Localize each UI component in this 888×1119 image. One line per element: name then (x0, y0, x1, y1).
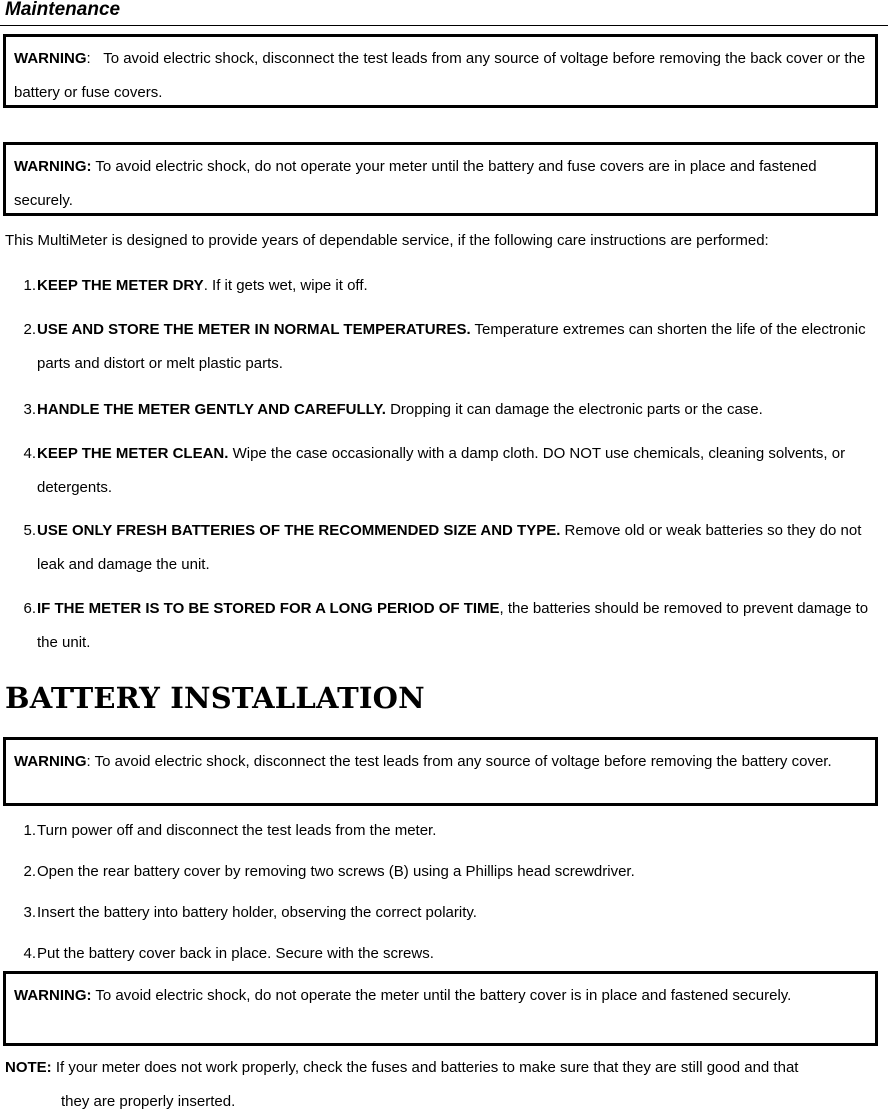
item-text: . If it gets wet, wipe it off. (203, 277, 368, 294)
warning-text: : To avoid electric shock, disconnect the test leads from any source of voltage before removing the battery cover. (86, 753, 832, 770)
item-heading: KEEP THE METER DRY (37, 277, 204, 294)
item-number: 2. (23, 321, 36, 338)
warning-label: WARNING (14, 50, 87, 67)
item-heading: USE AND STORE THE METER IN NORMAL TEMPERATURES. (37, 321, 471, 338)
step-number: 2. (23, 863, 36, 880)
item-number: 6. (23, 600, 36, 617)
step-text: Open the rear battery cover by removing two screws (B) using a Phillips head screwdriver. (37, 863, 635, 880)
item-heading: HANDLE THE METER GENTLY AND CAREFULLY. (37, 401, 386, 418)
step-text: Insert the battery into battery holder, observing the correct polarity. (37, 904, 477, 921)
item-text: Dropping it can damage the electronic parts or the case. (385, 401, 763, 418)
warning-box-operate (3, 142, 878, 216)
item-heading: USE ONLY FRESH BATTERIES OF THE RECOMMENDED SIZE AND TYPE. (37, 522, 561, 539)
item-number: 1. (23, 277, 36, 294)
item-number: 3. (23, 401, 36, 418)
warning-text: To avoid electric shock, do not operate the meter until the battery cover is in place and fastened securely. (91, 987, 792, 1004)
warning-separator: : (86, 50, 91, 67)
note-text-continued: they are properly inserted. (61, 1093, 236, 1110)
note-text: If your meter does not work properly, check the fuses and batteries to make sure that they are still good and that (51, 1059, 799, 1076)
item-text: Remove old or weak batteries so they do not leak and damage the unit. (37, 522, 862, 573)
intro-paragraph: This MultiMeter is designed to provide years of dependable service, if the following care instructions are performed: (5, 232, 769, 249)
note-label: NOTE: (5, 1059, 52, 1076)
item-heading: IF THE METER IS TO BE STORED FOR A LONG PERIOD OF TIME (37, 600, 500, 617)
note-paragraph (5, 1051, 885, 1119)
item-number: 4. (23, 445, 36, 462)
step-number: 4. (23, 945, 36, 962)
step-text: Put the battery cover back in place. Secure with the screws. (37, 945, 434, 962)
warning-text: To avoid electric shock, do not operate your meter until the battery and fuse covers are in place and fastened securely. (14, 158, 817, 209)
warning-box-battery-cover (3, 737, 878, 806)
step-text: Turn power off and disconnect the test leads from the meter. (37, 822, 437, 839)
title-rule (0, 25, 888, 26)
warning-text: To avoid electric shock, disconnect the test leads from any source of voltage before removing the back cover or the battery or fuse covers. (14, 50, 866, 101)
item-text: , the batteries should be removed to prevent damage to the unit. (37, 600, 869, 651)
section-title-battery-installation: BATTERY INSTALLATION (5, 681, 425, 715)
item-text: Temperature extremes can shorten the life of the electronic parts and distort or melt plastic parts. (37, 321, 866, 372)
warning-label: WARNING (14, 753, 87, 770)
step-number: 3. (23, 904, 36, 921)
item-heading: KEEP THE METER CLEAN. (37, 445, 229, 462)
warning-label: WARNING: (14, 987, 92, 1004)
warning-label: WARNING: (14, 158, 92, 175)
item-number: 5. (23, 522, 36, 539)
warning-box-back-cover (3, 34, 878, 108)
warning-box-operate-meter (3, 971, 878, 1046)
section-title-maintenance: Maintenance (5, 0, 121, 20)
item-text: Wipe the case occasionally with a damp cloth. DO NOT use chemicals, cleaning solvents, or detergents. (37, 445, 846, 496)
step-number: 1. (23, 822, 36, 839)
